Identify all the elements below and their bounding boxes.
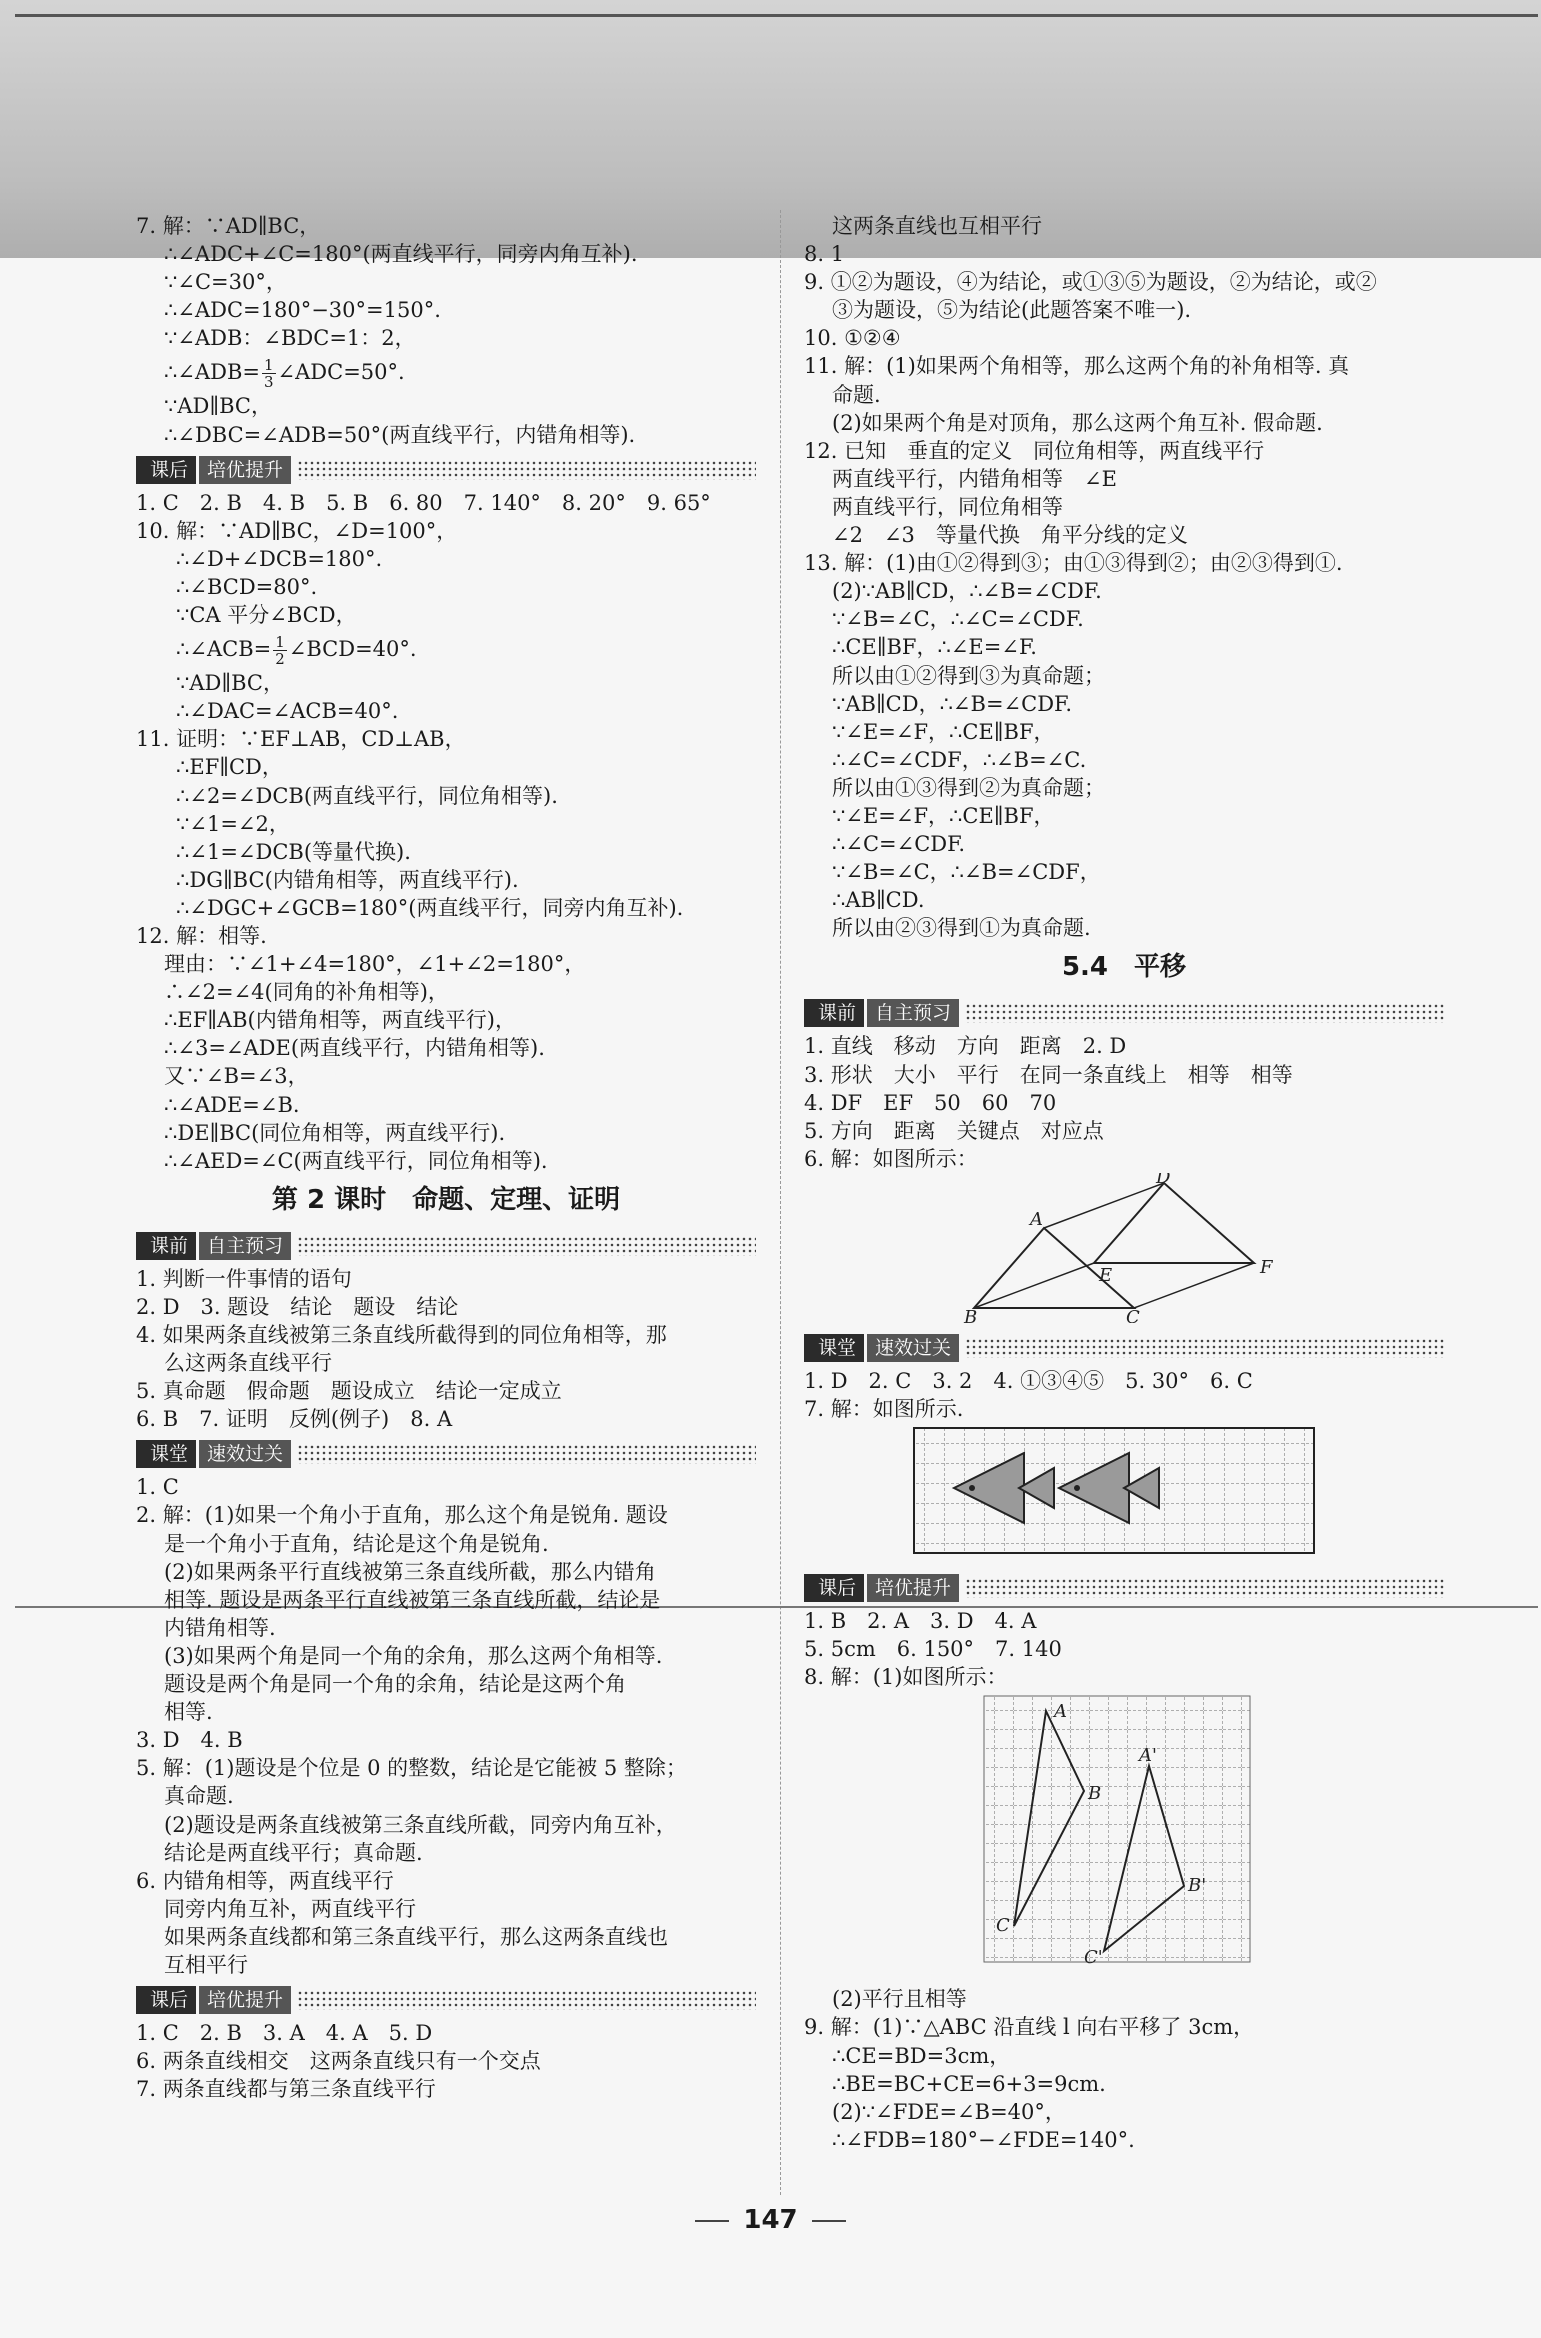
answer-line: ∵∠B=∠C，∴∠B=∠CDF， — [832, 860, 1101, 885]
answer-line: 11. 解：(1)如果两个角相等，那么这两个角的补角相等. 真 — [804, 354, 1350, 379]
answer-line: 相等. 题设是两条平行直线被第三条直线所截，结论是 — [164, 1587, 661, 1612]
answer-line: 同旁内角互补，两直线平行 — [164, 1896, 416, 1921]
answer-line: ∴AB∥CD. — [832, 888, 925, 913]
answer-line: ∴DG∥BC(内错角相等，两直线平行). — [176, 867, 519, 892]
answer-line: 6. 内错角相等，两直线平行 — [136, 1868, 394, 1893]
answer-line: ∴∠ADE=∠B. — [164, 1092, 300, 1117]
answer-line: ∵∠ADB：∠BDC=1：2， — [164, 326, 416, 351]
answer-line: ∵AD∥BC， — [176, 671, 284, 696]
answer-line: (2)∵AB∥CD，∴∠B=∠CDF. — [832, 579, 1102, 604]
grid-fish-figure — [804, 1423, 1444, 1563]
answer-line: ∵AB∥CD，∴∠B=∠CDF. — [832, 691, 1073, 716]
answer-line: ∴∠C=∠CDF. — [832, 832, 966, 857]
answer-line: ∵∠B=∠C，∴∠C=∠CDF. — [832, 607, 1084, 632]
fig-label: D — [1156, 1172, 1171, 1188]
answer-line: 3. 形状 大小 平行 在同一条直线上 相等 相等 — [804, 1062, 1293, 1087]
answer-line: ∴∠C=∠CDF，∴∠B=∠C. — [832, 747, 1087, 772]
answer-line: 1. B 2. A 3. D 4. A — [804, 1609, 1037, 1634]
answer-line: 1. 直线 移动 方向 距离 2. D — [804, 1034, 1127, 1059]
answer-line: 6. 两条直线相交 这两条直线只有一个交点 — [136, 2049, 541, 2074]
answer-line: 所以由②③得到①为真命题. — [832, 916, 1091, 941]
answer-line: 这两条直线也互相平行 — [832, 214, 1042, 238]
answer-line: ∴∠1=∠DCB(等量代换). — [176, 839, 411, 864]
answer-line: 两直线平行，同位角相等 — [832, 494, 1063, 519]
answer-line: ∴BE=BC+CE=6+3=9cm. — [832, 2071, 1106, 2096]
grid-translation-figure — [804, 1691, 1444, 1981]
fig-label: B — [1088, 1783, 1102, 1805]
section-tag-class: 课堂 速效过关 — [136, 1439, 756, 1469]
section-tag-post: 课后 培优提升 — [804, 1573, 1444, 1603]
fig-label: A' — [1139, 1745, 1157, 1767]
answer-line: ∴∠ADC=180°−30°=150°. — [164, 298, 441, 323]
fig-label: C' — [1084, 1947, 1103, 1969]
answer-line: ∴∠FDB=180°−∠FDE=140°. — [832, 2127, 1135, 2152]
answer-line: 5. 真命题 假命题 题设成立 结论一定成立 — [136, 1379, 562, 1404]
answer-line: ∵∠E=∠F，∴CE∥BF， — [832, 803, 1055, 828]
answer-line: 是一个角小于直角，结论是这个角是锐角. — [164, 1531, 549, 1556]
answer-line: ∠2 ∠3 等量代换 角平分线的定义 — [832, 523, 1188, 548]
section-heading: 5.4 平移 — [1061, 952, 1187, 983]
answer-line: 1. C 2. B 3. A 4. A 5. D — [136, 2021, 433, 2046]
lesson-heading: 第 2 课时 命题、定理、证明 — [271, 1184, 621, 1215]
answer-line: 11. 证明：∵EF⊥AB，CD⊥AB， — [136, 727, 466, 752]
fraction: $\frac{1}{3}$ — [264, 356, 274, 392]
answer-line: ∴∠3=∠ADE(两直线平行，内错角相等). — [164, 1036, 545, 1061]
answer-line: ∵∠C=30°， — [164, 270, 287, 295]
answer-line: 命题. — [832, 382, 881, 407]
answer-line: ∴CE=BD=3cm， — [832, 2043, 1011, 2068]
fig-label: C — [996, 1915, 1010, 1937]
answer-line: 结论是两直线平行；真命题. — [164, 1840, 423, 1865]
answer-line: 7. 解：∵AD∥BC， — [136, 214, 321, 238]
answer-line: ∴∠AED=∠C(两直线平行，同位角相等). — [164, 1148, 548, 1173]
answer-line: (2)题设是两条直线被第三条直线所截，同旁内角互补， — [164, 1812, 677, 1837]
answer-line: 2. 解：(1)如果一个角小于直角，那么这个角是锐角. 题设 — [136, 1503, 668, 1528]
answer-line: 13. 解：(1)由①②得到③；由①③得到②；由②③得到①. — [804, 551, 1343, 576]
fig-label: A — [1054, 1701, 1067, 1723]
answer-line: 6. 解：如图所示： — [804, 1146, 978, 1171]
answer-line: ∴∠DGC+∠GCB=180°(两直线平行，同旁内角互补). — [176, 895, 684, 920]
answer-line: 又∵∠B=∠3， — [164, 1064, 309, 1089]
answer-line: ∵AD∥BC， — [164, 394, 272, 419]
answer-line-fraction: ∴∠ACB= $\frac{1}{2}$ ∠BCD=40°. — [176, 633, 417, 669]
answer-line: 所以由①③得到②为真命题； — [832, 775, 1105, 800]
section-tag-class: 课堂 速效过关 — [804, 1333, 1444, 1363]
section-tag-pre: 课前 自主预习 — [136, 1231, 756, 1261]
answer-line: ③为题设，⑤为结论(此题答案不唯一). — [832, 298, 1192, 323]
answer-line: 理由：∵∠1+∠4=180°，∠1+∠2=180°， — [164, 952, 586, 977]
answer-line: ∴∠D+∠DCB=180°. — [176, 546, 383, 571]
answer-line: 6. B 7. 证明 反例(例子) 8. A — [136, 1407, 453, 1432]
answer-line: ∵∠E=∠F，∴CE∥BF， — [832, 719, 1055, 744]
answer-line: 7. 两条直线都与第三条直线平行 — [136, 2077, 436, 2102]
column-divider — [780, 210, 781, 2195]
answer-line: 么这两条直线平行 — [164, 1351, 332, 1376]
fig-label: A — [1030, 1208, 1043, 1230]
answer-line: 9. ①②为题设，④为结论，或①③⑤为题设，②为结论，或② — [804, 270, 1377, 295]
answer-line: ∵∠1=∠2， — [176, 811, 290, 836]
answer-line: 8. 解：(1)如图所示： — [804, 1665, 1008, 1690]
answer-line: 9. 解：(1)∵△ABC 沿直线 l 向右平移了 3cm， — [804, 2015, 1255, 2040]
right-column — [804, 212, 1444, 2154]
page-number: 147 — [0, 2205, 1541, 2235]
fig-label: C — [1126, 1306, 1140, 1323]
answer-line: 真命题. — [164, 1784, 234, 1809]
answer-line: ∴∠BCD=80°. — [176, 574, 318, 599]
answer-line: 1. C 2. B 4. B 5. B 6. 80 7. 140° 8. 20° 9. 65° — [136, 490, 711, 515]
answer-line: 题设是两个角是同一个角的余角，结论是这两个角 — [164, 1672, 626, 1697]
answer-line: 7. 解：如图所示. — [804, 1397, 964, 1421]
fig-label: B' — [1188, 1875, 1207, 1897]
answer-line: 10. ①②④ — [804, 326, 901, 351]
section-tag-post: 课后 培优提升 — [136, 1985, 756, 2015]
fig-label: B — [964, 1306, 978, 1323]
answer-line: 12. 已知 垂直的定义 同位角相等，两直线平行 — [804, 438, 1265, 463]
answer-line: 两直线平行，内错角相等 ∠E — [832, 466, 1117, 491]
answer-line: ∴∠ADC+∠C=180°(两直线平行，同旁内角互补). — [164, 242, 638, 267]
answer-line: (3)如果两个角是同一个角的余角，那么这两个角相等. — [164, 1643, 663, 1668]
fig-label: F — [1260, 1256, 1273, 1278]
answer-line: 如果两条直线都和第三条直线平行，那么这两条直线也 — [164, 1924, 668, 1949]
answer-line: ∴EF∥AB(内错角相等，两直线平行)， — [164, 1008, 516, 1033]
answer-line: (2)平行且相等 — [832, 1987, 967, 2012]
answer-line: (2)如果两个角是对顶角，那么这两个角互补. 假命题. — [832, 410, 1323, 435]
answer-line-fraction: ∴∠ADB= $\frac{1}{3}$ ∠ADC=50°. — [164, 356, 405, 392]
left-column — [136, 212, 756, 2103]
answer-line: 相等. — [164, 1700, 213, 1725]
answer-line: 1. 判断一件事情的语句 — [136, 1266, 352, 1291]
answer-line: 互相平行 — [164, 1952, 248, 1977]
answer-line: 10. 解：∵AD∥BC，∠D=100°， — [136, 518, 458, 543]
answer-line: 12. 解：相等. — [136, 923, 267, 948]
answer-line: 2. D 3. 题设 结论 题设 结论 — [136, 1294, 459, 1319]
answer-line: 所以由①②得到③为真命题； — [832, 663, 1105, 688]
fig-label: E — [1099, 1264, 1113, 1286]
answer-line: (2)如果两条平行直线被第三条直线所截，那么内错角 — [164, 1559, 656, 1584]
answer-line: ∴EF∥CD， — [176, 755, 283, 780]
fraction: $\frac{1}{2}$ — [275, 633, 285, 669]
section-tag-post: 课后 培优提升 — [136, 455, 756, 485]
answer-line: ∴DE∥BC(同位角相等，两直线平行). — [164, 1120, 506, 1145]
answer-line: 5. 解：(1)题设是个位是 0 的整数，结论是它能被 5 整除； — [136, 1756, 687, 1781]
answer-line: ∴CE∥BF，∴∠E=∠F. — [832, 635, 1037, 660]
answer-line: 1. D 2. C 3. 2 4. ①③④⑤ 5. 30° 6. C — [804, 1368, 1253, 1393]
answer-line: 3. D 4. B — [136, 1728, 243, 1753]
answer-line: 4. 如果两条直线被第三条直线所截得到的同位角相等，那 — [136, 1323, 667, 1347]
answer-line: ∴∠DAC=∠ACB=40°. — [176, 699, 399, 724]
answer-line: 8. 1 — [804, 242, 845, 267]
answer-line: ∴∠2=∠4(同角的补角相等)， — [164, 980, 449, 1005]
answer-line: 4. DF EF 50 60 70 — [804, 1090, 1057, 1115]
answer-line: ∴∠DBC=∠ADB=50°(两直线平行，内错角相等). — [164, 422, 636, 447]
answer-line: 1. C — [136, 1475, 179, 1500]
answer-line: 内错角相等. — [164, 1615, 276, 1640]
section-tag-pre: 课前 自主预习 — [804, 998, 1444, 1028]
answer-line: (2)∵∠FDE=∠B=40°， — [832, 2099, 1066, 2124]
translation-figure-triangles — [804, 1173, 1444, 1323]
answer-line: 5. 方向 距离 关键点 对应点 — [804, 1118, 1104, 1143]
answer-line: 5. 5cm 6. 150° 7. 140 — [804, 1637, 1062, 1662]
answer-line: ∵CA 平分∠BCD， — [176, 603, 357, 628]
answer-line: ∴∠2=∠DCB(两直线平行，同位角相等). — [176, 783, 558, 808]
top-rule — [15, 14, 1538, 17]
